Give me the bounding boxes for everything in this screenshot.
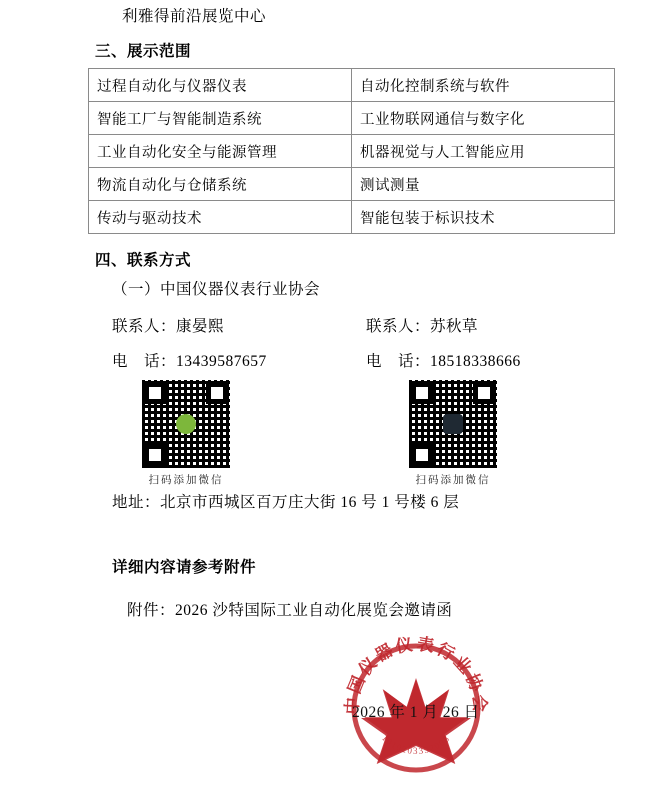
- svg-text:中国仪器仪表行业协会: 中国仪器仪表行业协会: [342, 634, 490, 715]
- qr-finder-bottom-left: [411, 444, 433, 466]
- table-row: [89, 201, 615, 234]
- table-cell: 自动化控制系统与软件: [352, 69, 615, 102]
- table-cell: 物流自动化与仓储系统: [89, 168, 352, 201]
- attachment-item: 附件：2026 沙特国际工业自动化展览会邀请函: [127, 602, 453, 619]
- table-cell: 过程自动化与仪器仪表: [89, 69, 352, 102]
- qr-finder-bottom-left: [144, 444, 166, 466]
- table-cell: 工业物联网通信与数字化: [352, 102, 615, 135]
- table-cell: 智能工厂与智能制造系统: [89, 102, 352, 135]
- table-row: [89, 102, 615, 135]
- contact-person-2: 联系人：苏秋草: [366, 318, 479, 335]
- wechat-logo-icon: [443, 414, 463, 434]
- attachment-title: 详细内容请参考附件: [112, 559, 257, 576]
- qr-caption-2: 扫码添加微信: [415, 475, 491, 486]
- section-heading-contact: 四、联系方式: [95, 252, 192, 269]
- scope-table: [88, 68, 615, 234]
- table-cell: 测试测量: [352, 168, 615, 201]
- qr-code-icon: [142, 380, 230, 468]
- wechat-logo-icon: [176, 414, 196, 434]
- contact-person-1: 联系人：康晏熙: [112, 318, 225, 335]
- section-heading-scope: 三、展示范围: [95, 43, 192, 60]
- seal-date: 2026 年 1 月 26 日: [352, 704, 480, 721]
- venue-line: 利雅得前沿展览中心: [122, 8, 267, 25]
- qr-block-2: [400, 380, 506, 487]
- svg-text:1010203352003: 1010203352003: [379, 732, 453, 756]
- table-cell: 机器视觉与人工智能应用: [352, 135, 615, 168]
- address-line: 地址：北京市西城区百万庄大街 16 号 1 号楼 6 层: [112, 494, 460, 511]
- table-cell: 传动与驱动技术: [89, 201, 352, 234]
- contact-phone-2: 电 话：18518338666: [366, 353, 521, 370]
- qr-caption-1: 扫码添加微信: [148, 475, 224, 486]
- contact-phone-1: 电 话：13439587657: [112, 353, 267, 370]
- table-row: [89, 168, 615, 201]
- table-cell: 工业自动化安全与能源管理: [89, 135, 352, 168]
- qr-block-1: [133, 380, 239, 487]
- table-cell: 智能包装于标识技术: [352, 201, 615, 234]
- table-row: [89, 135, 615, 168]
- qr-code-icon: [409, 380, 497, 468]
- table-row: [89, 69, 615, 102]
- association-name: （一）中国仪器仪表行业协会: [112, 281, 321, 298]
